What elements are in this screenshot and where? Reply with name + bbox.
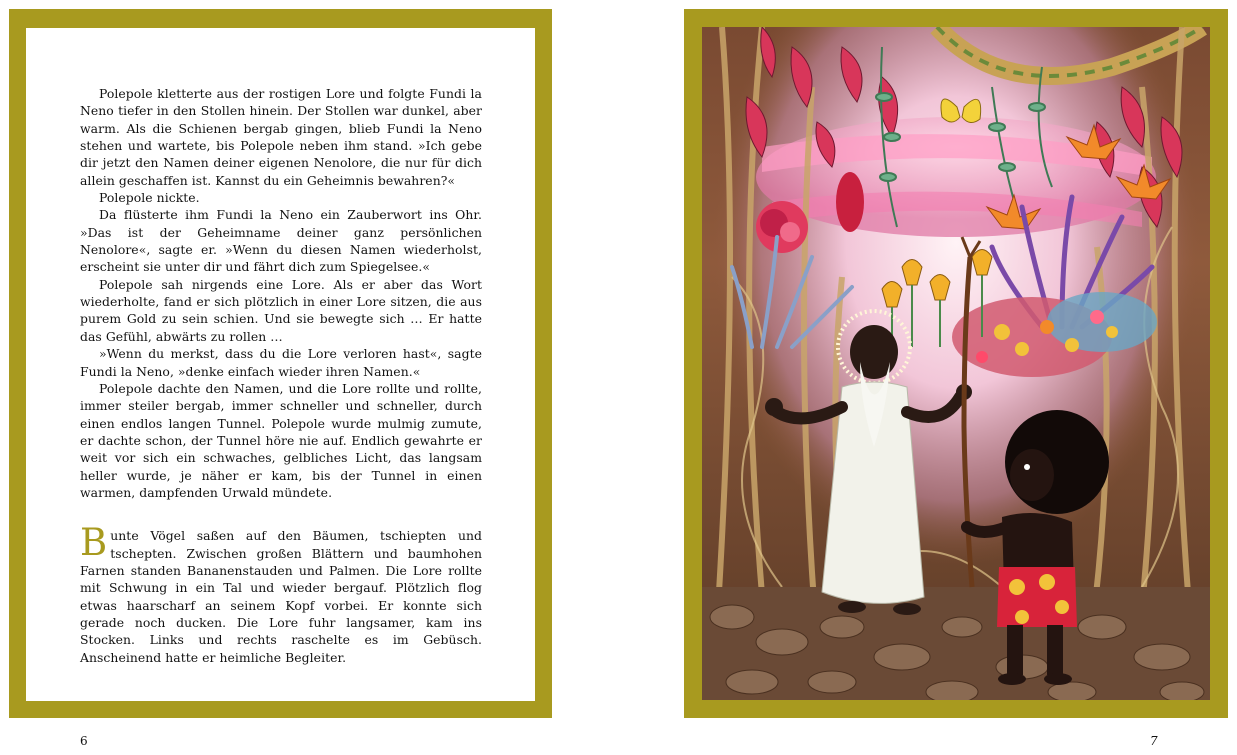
paragraph-3: Da flüsterte ihm Fundi la Neno ein Zauberwort ins Ohr. »Das ist der Geheimname deiner ganz persönlichen Nenolore«, sagte er. »Wenn du diesen Namen wiederholst, erscheint sie unter dir und fährt dich zum Spiegelsee.«: [80, 207, 482, 275]
paragraph-4: Polepole sah nirgends eine Lore. Als er aber das Wort wiederholte, fand er sich plötzlich in einer Lore sitzen, die aus purem Gold zu sein schien. Und sie bewegte sich … Er hatte das Gefühl, abwärts zu rollen …: [80, 276, 482, 344]
section-gap: [80, 501, 482, 527]
paragraph-2: Polepole nickte.: [99, 190, 200, 206]
paragraph-1: Polepole kletterte aus der rostigen Lore und folgte Fundi la Neno tiefer in den Stollen hinein. Der Stollen war dunkel, aber warm. Als die Schienen bergab gingen, blieb Fundi la Neno stehen und wartete, bis Polepole neben ihm stand. »Ich gebe dir jetzt den Namen deiner eigenen Nenolore, die nur für dich allein geschaffen ist. Kannst du ein Geheimnis bewahren?«: [80, 86, 482, 188]
page-number-left: 6: [80, 734, 88, 748]
page-number-right: 7: [1150, 734, 1158, 748]
dropcap-paragraph: [80, 521, 482, 666]
jungle-illustration: [702, 27, 1210, 700]
paragraph-6: Polepole dachte den Namen, und die Lore rollte und rollte, immer steiler bergab, immer schneller und schneller, durch einen endlos langen Tunnel. Polepole wurde mulmig zumute, er dachte schon, der Tunnel höre nie auf. Endlich gewahrte er weit vor sich ein schwaches, gelbliches Licht, das langsam heller wurde, je näher er kam, bis der Tunnel in einen warmen, dampfenden Urwald mündete.: [80, 380, 482, 500]
paragraph-5: »Wenn du merkst, dass du die Lore verloren hast«, sagte Fundi la Neno, »denke einfach wieder ihren Namen.«: [80, 346, 482, 379]
dropcap-letter: B: [80, 521, 108, 565]
right-page-frame: [684, 9, 1228, 718]
dropcap-paragraph-text: unte Vögel saßen auf den Bäumen, tschiepten und tschepten. Zwischen großen Blättern und baumhohen Farnen standen Bananenstauden und Palmen. Die Lore rollte mit Schwung in ein Tal und wieder bergauf. Plötzlich flog etwas haarscharf an seinem Kopf vorbei. Er konnte sich gerade noch ducken. Die Lore fuhr langsamer, kam ins Stocken. Links und rechts raschelte es im Gebüsch. Anscheinend hatte er heimliche Begleiter.: [80, 528, 482, 665]
illustration-svg: [702, 27, 1210, 700]
left-page-frame: [9, 9, 552, 718]
text-panel: [26, 28, 535, 701]
